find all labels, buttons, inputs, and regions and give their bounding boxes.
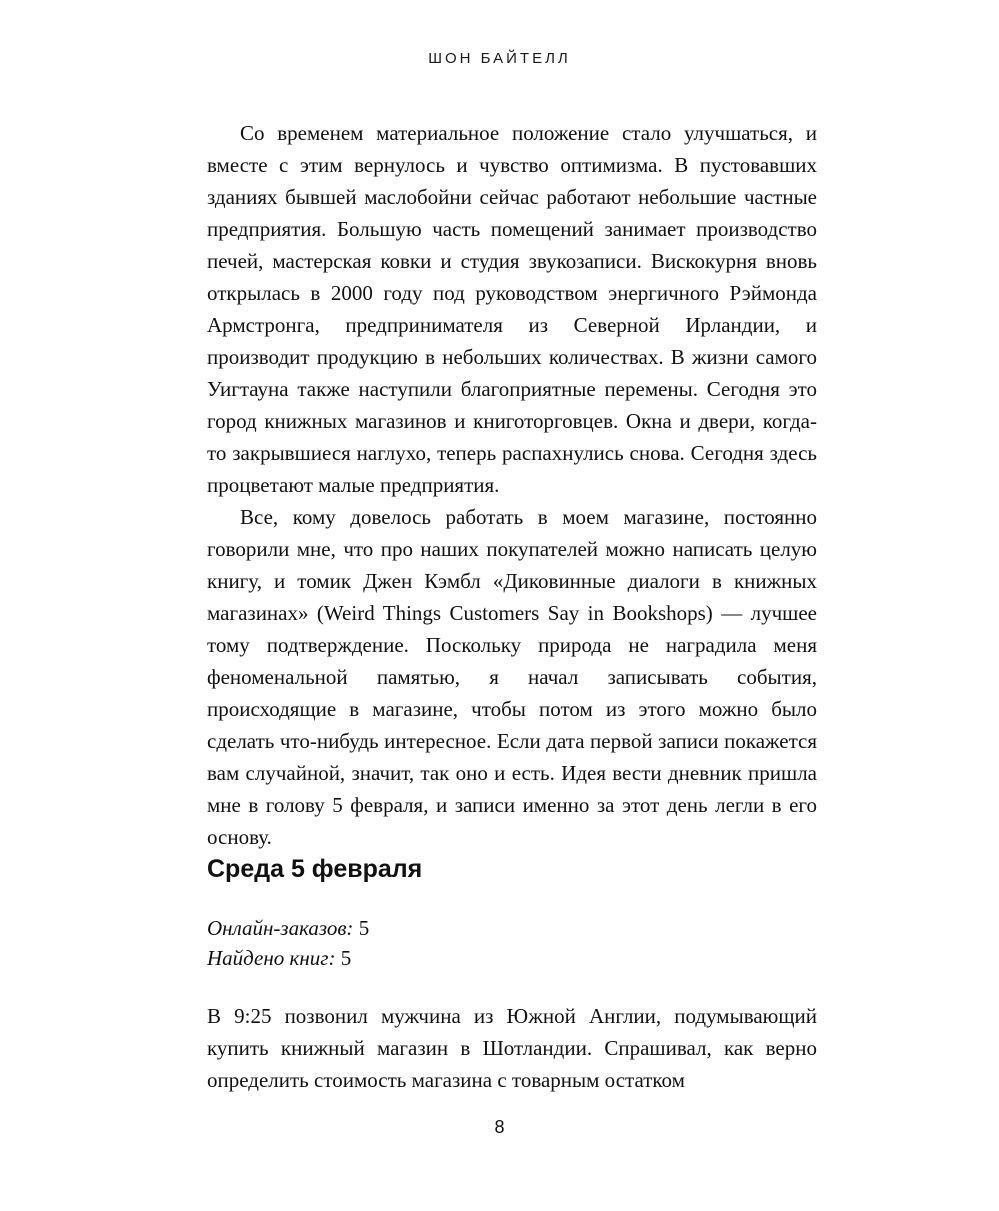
paragraph: Все, кому довелось работать в моем магазине, постоянно говорили мне, что про наших покупателей можно написать целую книгу, и томик Джен Кэмбл «Диковинные диалоги в книжных магазинах» (Weird Things Customers Say in Bookshops) — лучшее тому подтверждение. Поскольку природа не наградила меня феноменальной памятью, я начал записывать события, происходящие в магазине, чтобы потом из этого можно было сделать что-нибудь интересное. Если дата первой записи покажется вам случайной, значит, так оно и есть. Идея вести дневник пришла мне в голову 5 февраля, и записи именно за этот день легли в его основу.: [207, 505, 817, 849]
stat-label: Найдено книг:: [207, 946, 336, 970]
stat-label: Онлайн-заказов:: [207, 916, 354, 940]
stat-online-orders: [207, 913, 817, 943]
entry-text: [207, 1000, 817, 1096]
paragraph: Со временем материальное положение стало улучшаться, и вместе с этим вернулось и чувство оптимизма. В пустовавших зданиях бывшей маслобойни сейчас работают небольшие частные предприятия. Большую часть помещений занимает производство печей, мастерская ковки и студия звукозаписи. Вискокурня вновь открылась в 2000 году под руководством энергичного Рэймонда Армстронга, предпринимателя из Северной Ирландии, и производит продукцию в небольших количествах. В жизни самого Уигтауна также наступили благоприятные перемены. Сегодня это город книжных магазинов и книготорговцев. Окна и двери, когда-то закрывшиеся наглухо, теперь распахнулись снова. Сегодня здесь процветают малые предприятия.: [207, 121, 817, 497]
paragraph: В 9:25 позвонил мужчина из Южной Англии, подумывающий купить книжный магазин в Шотландии. Спрашивал, как верно определить стоимость магазина с товарным остатком: [207, 1004, 817, 1092]
stat-value: 5: [358, 916, 370, 940]
stat-value: 5: [340, 946, 352, 970]
stat-books-found: [207, 943, 817, 973]
entry-stats: [207, 913, 817, 973]
diary-entry-heading: Среда 5 февраля: [207, 855, 423, 883]
running-header: ШОН БАЙТЕЛЛ: [428, 50, 571, 67]
page-number: 8: [494, 1117, 505, 1137]
intro-text: [207, 117, 817, 853]
